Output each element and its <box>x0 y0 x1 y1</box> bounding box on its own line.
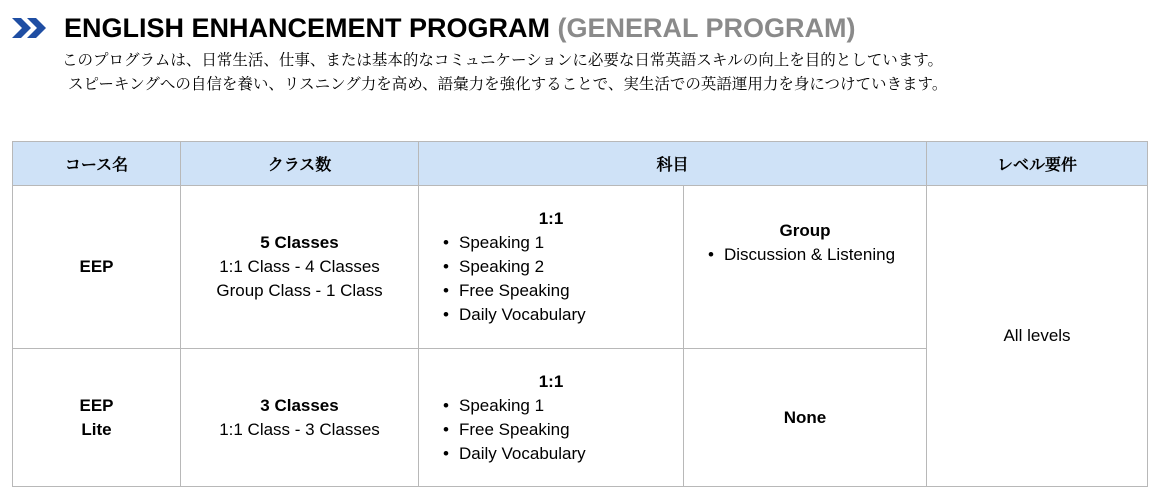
level-requirement: All levels <box>1003 326 1071 345</box>
page-title <box>64 13 856 44</box>
one-on-one-title: 1:1 <box>538 209 564 228</box>
classes-detail: 1:1 Class - 4 Classes <box>219 257 380 276</box>
title-main: ENGLISH ENHANCEMENT PROGRAM <box>64 12 551 43</box>
one-on-one-subjects-cell <box>419 349 684 487</box>
header-level-requirement: レベル要件 <box>927 142 1148 186</box>
list-item: • Daily Vocabulary <box>443 443 586 463</box>
list-item: • Speaking 2 <box>443 257 545 276</box>
classes-detail: 1:1 Class - 3 Classes <box>219 419 380 439</box>
title-row <box>12 8 1142 48</box>
course-table <box>12 141 1148 487</box>
one-on-one-title: 1:1 <box>538 371 564 391</box>
one-on-one-subjects-cell <box>419 186 684 349</box>
list-item: • Free Speaking <box>443 419 570 439</box>
course-name: EEP <box>79 395 114 415</box>
list-item: • Discussion & Listening <box>708 245 896 264</box>
table-row <box>13 186 1148 349</box>
list-item: • Speaking 1 <box>443 395 545 415</box>
one-on-one-subject-list <box>439 231 586 327</box>
table-header-row <box>13 142 1148 186</box>
header-course-name: コース名 <box>13 142 181 186</box>
group-subject-list <box>704 243 895 267</box>
program-description <box>62 48 1142 96</box>
page-header <box>12 8 1142 96</box>
description-line-2: スピーキングへの自信を養い、リスニング力を高め、語彙力を強化することで、実生活での英語運用力を身につけていきます。 <box>68 75 948 93</box>
list-item: • Daily Vocabulary <box>443 305 586 324</box>
course-name-cell <box>13 186 181 349</box>
one-on-one-subject-list <box>439 394 586 466</box>
group-title: Group <box>779 221 831 240</box>
course-name: EEP <box>79 257 114 276</box>
class-count-cell <box>181 186 419 349</box>
group-subjects-cell <box>684 186 927 349</box>
classes-title: 3 Classes <box>260 395 339 415</box>
description-line-1: このプログラムは、日常生活、仕事、または基本的なコミュニケーションに必要な日常英語スキルの向上を目的としています。 <box>62 51 944 69</box>
list-item: • Speaking 1 <box>443 233 545 252</box>
classes-detail: Group Class - 1 Class <box>216 281 383 300</box>
course-name-cell <box>13 349 181 487</box>
group-subjects-cell <box>684 349 927 487</box>
group-none: None <box>783 407 827 427</box>
double-chevron-right-icon <box>12 16 48 40</box>
header-class-count: クラス数 <box>181 142 419 186</box>
classes-title: 5 Classes <box>260 233 339 252</box>
class-count-cell <box>181 349 419 487</box>
course-name-suffix: Lite <box>81 419 112 439</box>
title-sub: (GENERAL PROGRAM) <box>557 12 856 43</box>
level-requirement-cell <box>927 186 1148 487</box>
header-subjects: 科目 <box>419 142 927 186</box>
list-item: • Free Speaking <box>443 281 570 300</box>
